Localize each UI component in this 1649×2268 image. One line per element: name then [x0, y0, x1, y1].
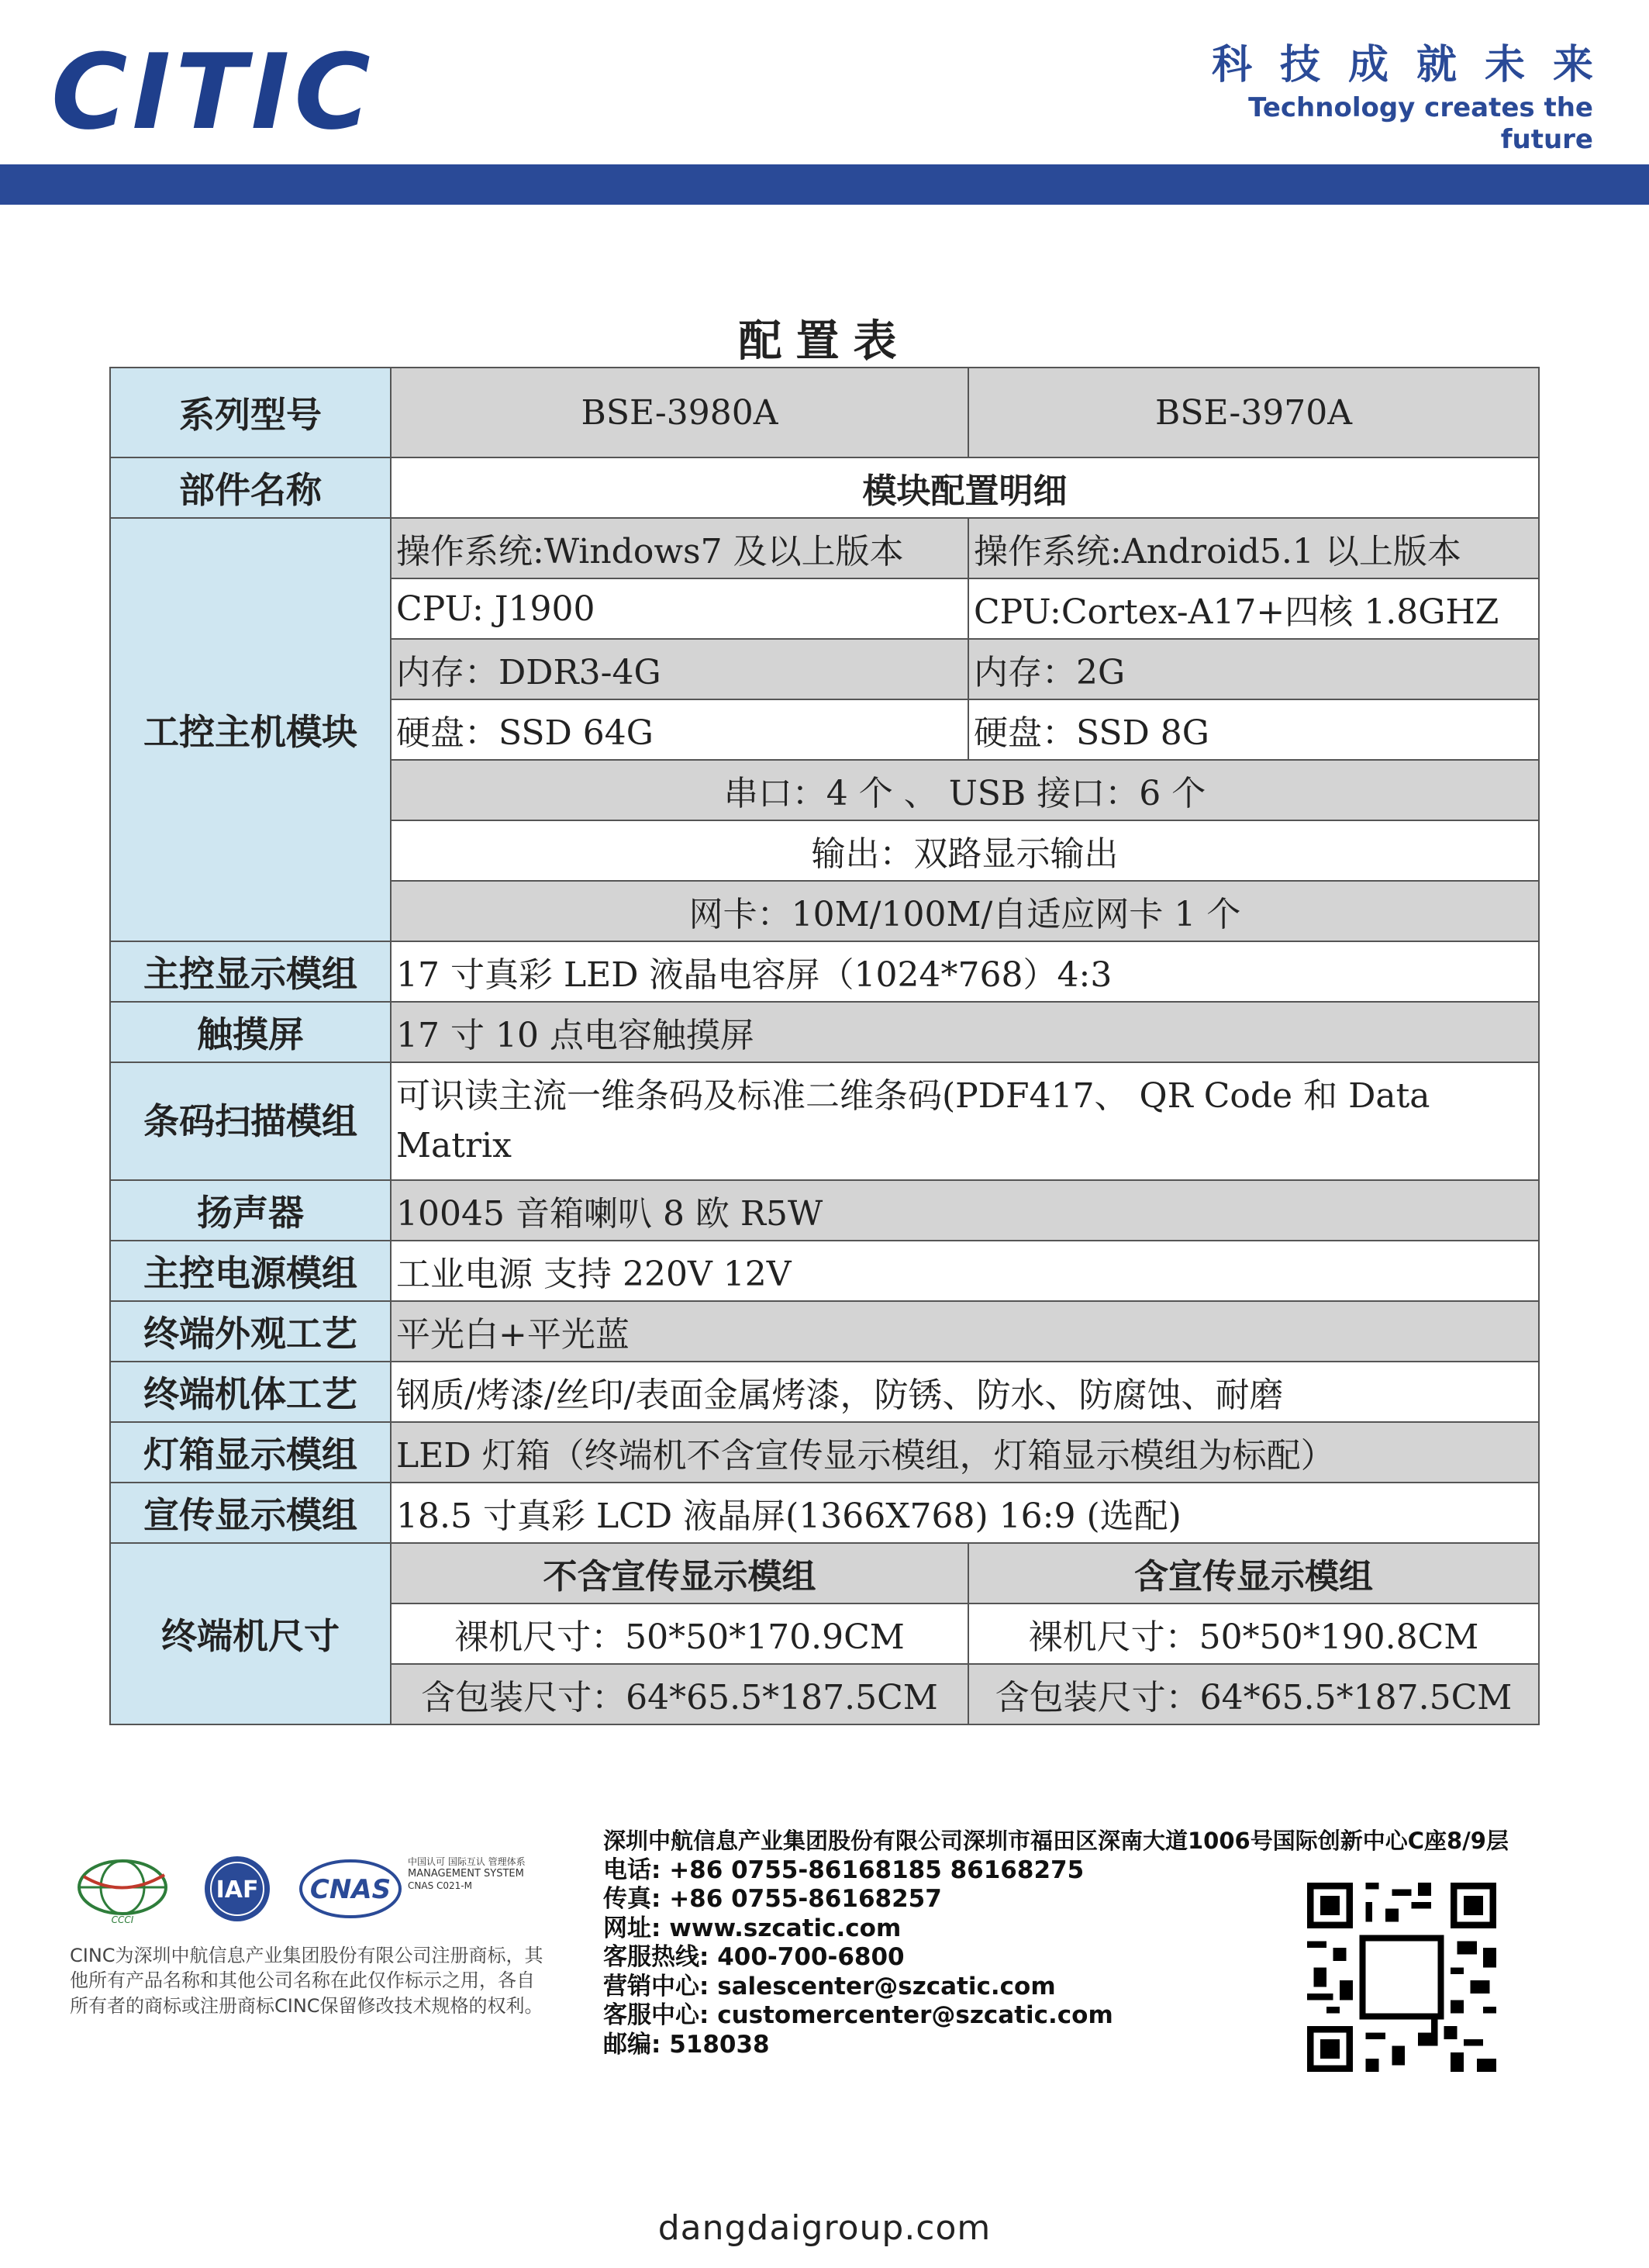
table-cell: CPU: J1900: [391, 578, 968, 639]
row-label: 宣传显示模组: [110, 1483, 391, 1543]
table-cell: 含包装尺寸：64*65.5*187.5CM: [391, 1664, 968, 1724]
ccci-logo: [68, 1853, 177, 1925]
cert-caption-cn: 中国认可 国际互认 管理体系: [408, 1856, 526, 1867]
detail-header-cell: 模块配置明细: [391, 457, 1539, 518]
header-bar: [0, 164, 1649, 205]
table-cell: 裸机尺寸：50*50*190.8CM: [968, 1603, 1539, 1664]
service-line: 客服中心: customercenter@szcatic.com: [603, 2001, 1113, 2029]
slogan-cn: 科技成就未来: [1211, 42, 1621, 88]
table-cell: LED 灯箱（终端机不含宣传显示模组，灯箱显示模组为标配）: [391, 1422, 1539, 1483]
table-cell: 17 寸 10 点电容触摸屏: [391, 1002, 1539, 1062]
table-row: [110, 1002, 1539, 1062]
cert-caption-en: MANAGEMENT SYSTEM: [408, 1868, 524, 1880]
row-label: 工控主机模块: [110, 518, 391, 941]
table-row: [110, 941, 1539, 1002]
hotline-line: 客服热线: 400-700-6800: [603, 1943, 905, 1971]
slogan-en: Technology creates the future: [1248, 92, 1593, 155]
trademark-note: CINC为深圳中航信息产业集团股份有限公司注册商标，其他所有产品名称和其他公司名称在此仅作标示之用，各自所有者的商标或注册商标CINC保留修改技术规格的权利。: [70, 1945, 543, 2017]
table-cell: CPU:Cortex-A17+四核 1.8GHZ: [968, 578, 1539, 639]
iaf-logo: [183, 1853, 292, 1925]
table-cell: 内存：2G: [968, 639, 1539, 699]
row-label: 终端机尺寸: [110, 1543, 391, 1724]
row-label: 扬声器: [110, 1180, 391, 1241]
table-cell: 裸机尺寸：50*50*170.9CM: [391, 1603, 968, 1664]
table-cell: 工业电源 支持 220V 12V: [391, 1241, 1539, 1301]
row-label: 部件名称: [110, 457, 391, 518]
table-cell: 10045 音箱喇叭 8 欧 R5W: [391, 1180, 1539, 1241]
row-label: 主控显示模组: [110, 941, 391, 1002]
table-row: [110, 1483, 1539, 1543]
row-label: 系列型号: [110, 368, 391, 457]
table-row: [110, 1301, 1539, 1362]
fax-line: 传真: +86 0755-86168257: [603, 1885, 942, 1913]
phone-line: 电话: +86 0755-86168185 86168275: [603, 1855, 1085, 1884]
table-cell: 串口：4 个 、 USB 接口：6 个: [391, 760, 1539, 820]
table-cell: 18.5 寸真彩 LCD 液晶屏(1366X768) 16:9 (选配): [391, 1483, 1539, 1543]
table-row: [110, 1180, 1539, 1241]
size-header-a: 不含宣传显示模组: [391, 1543, 968, 1603]
company-address: 深圳中航信息产业集团股份有限公司深圳市福田区深南大道1006号国际创新中心C座8/9层: [603, 1828, 1509, 1854]
zip-line: 邮编: 518038: [603, 2030, 770, 2059]
row-label: 终端机体工艺: [110, 1362, 391, 1422]
table-cell: 平光白+平光蓝: [391, 1301, 1539, 1362]
table-cell: 硬盘：SSD 8G: [968, 699, 1539, 760]
qr-code-icon: [1307, 1883, 1496, 2072]
document-title: 配置表: [738, 316, 911, 367]
row-label: 终端外观工艺: [110, 1301, 391, 1362]
table-row: [110, 368, 1539, 457]
website-line: 网址: www.szcatic.com: [603, 1914, 902, 1942]
table-cell: 可识读主流一维条码及标准二维条码(PDF417、 QR Code 和 Data Matrix: [391, 1062, 1539, 1180]
table-cell: 内存：DDR3-4G: [391, 639, 968, 699]
table-row: [110, 457, 1539, 518]
table-row: [110, 518, 1539, 578]
table-row: [110, 1241, 1539, 1301]
size-header-b: 含宣传显示模组: [968, 1543, 1539, 1603]
row-label: 主控电源模组: [110, 1241, 391, 1301]
table-cell: 输出：双路显示输出: [391, 820, 1539, 881]
table-row: [110, 1362, 1539, 1422]
table-cell: 含包装尺寸：64*65.5*187.5CM: [968, 1664, 1539, 1724]
table-cell: 钢质/烤漆/丝印/表面金属烤漆，防锈、防水、防腐蚀、耐磨: [391, 1362, 1539, 1422]
table-row: [110, 1062, 1539, 1180]
ccci-logo-text: CCCI: [111, 1914, 134, 1925]
config-table: [109, 367, 1540, 1725]
table-cell: 17 寸真彩 LED 液晶电容屏（1024*768）4:3: [391, 941, 1539, 1002]
table-cell: 网卡：10M/100M/自适应网卡 1 个: [391, 881, 1539, 941]
table-cell: 操作系统:Android5.1 以上版本: [968, 518, 1539, 578]
cnas-logo-text: CNAS: [309, 1874, 392, 1905]
model-a-cell: BSE-3980A: [391, 368, 968, 457]
table-cell: 硬盘：SSD 64G: [391, 699, 968, 760]
slogan: [1159, 42, 1621, 156]
row-label: 灯箱显示模组: [110, 1422, 391, 1483]
table-row: [110, 1422, 1539, 1483]
certification-logos: [68, 1849, 549, 1934]
table-row: [110, 1543, 1539, 1603]
cert-caption-code: CNAS C021-M: [408, 1880, 472, 1892]
iaf-logo-text: IAF: [216, 1876, 259, 1904]
site-url: dangdaigroup.com: [657, 2208, 992, 2248]
model-b-cell: BSE-3970A: [968, 368, 1539, 457]
sales-line: 营销中心: salescenter@szcatic.com: [603, 1972, 1056, 2000]
cnas-logo: [296, 1853, 405, 1925]
logo-text: CITIC: [51, 32, 375, 153]
row-label: 条码扫描模组: [110, 1062, 391, 1180]
citic-logo: [51, 32, 400, 153]
table-cell: 操作系统:Windows7 及以上版本: [391, 518, 968, 578]
row-label: 触摸屏: [110, 1002, 391, 1062]
cert-caption: [408, 1856, 555, 1892]
